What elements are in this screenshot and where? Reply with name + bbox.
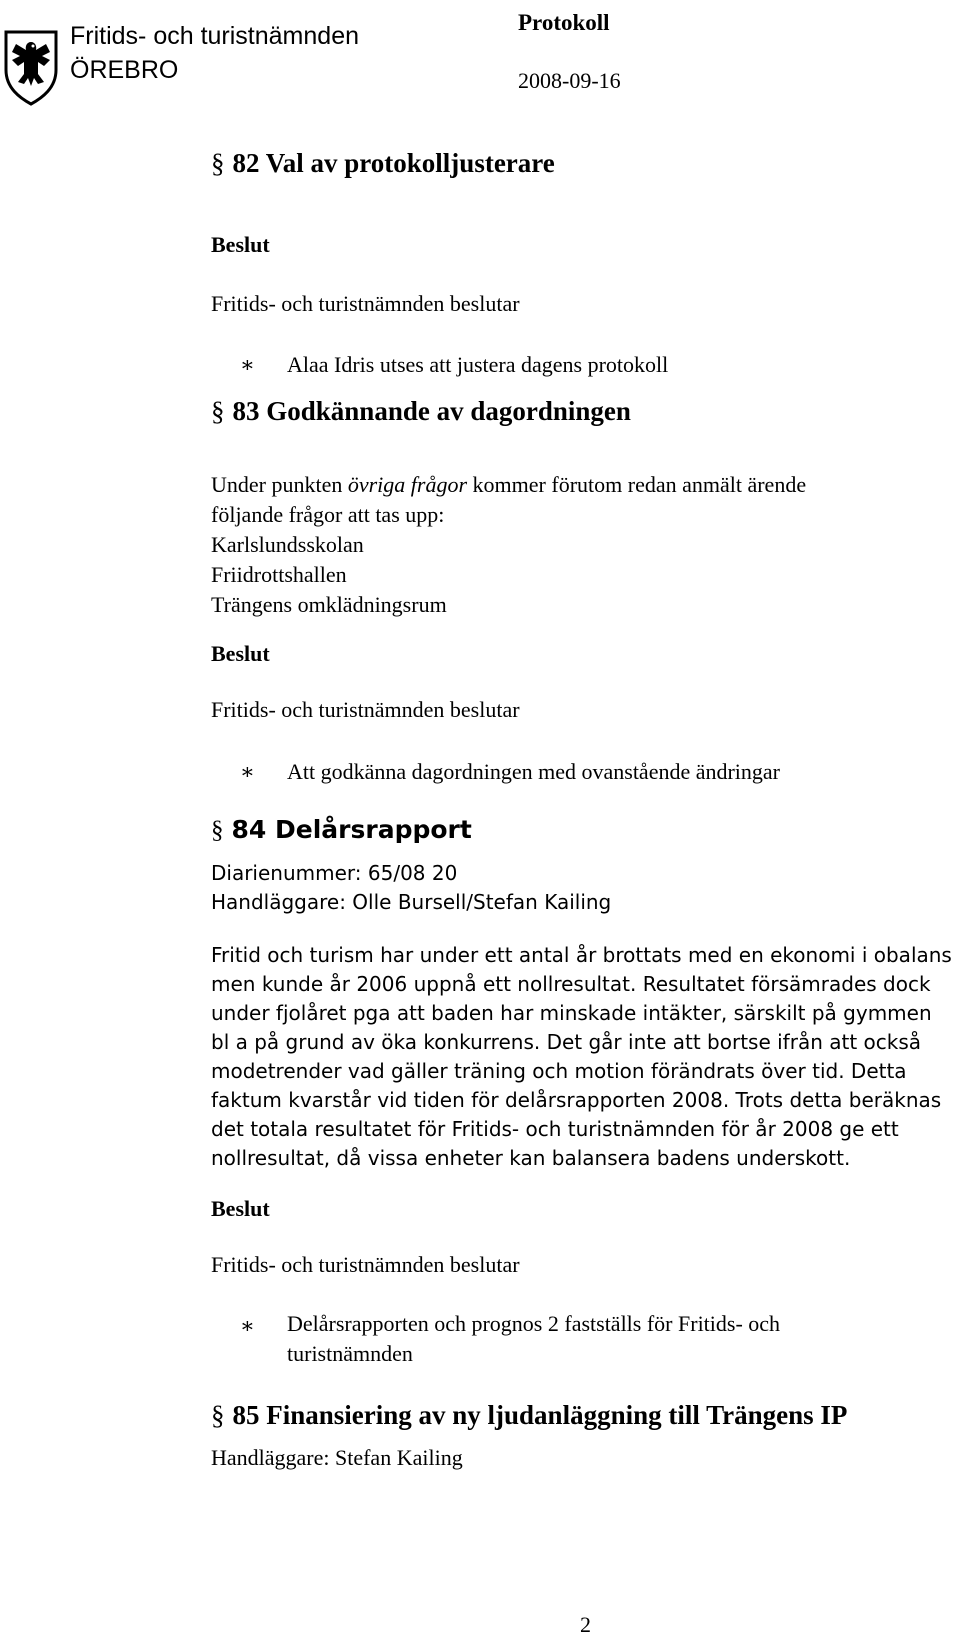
decision-label: Beslut (211, 1196, 270, 1221)
page-number: 2 (580, 1612, 591, 1637)
case-officer: Handläggare: Olle Bursell/Stefan Kailing (211, 890, 612, 914)
asterisk-bullet-icon: ∗ (240, 759, 255, 784)
organization-city: ÖREBRO (70, 56, 179, 84)
section-sign: § (211, 148, 225, 178)
section-sign: § (211, 817, 224, 844)
agenda-item: Karlslundsskolan (211, 532, 364, 557)
section-number: 84 (231, 815, 267, 844)
asterisk-bullet-icon: ∗ (240, 1313, 255, 1338)
decision-statement: Fritids- och turistnämnden beslutar (211, 291, 520, 316)
organization-name: Fritids- och turistnämnden (70, 22, 360, 50)
section-number: 83 (232, 396, 260, 426)
section-84-heading (211, 815, 946, 845)
section-title: Finansiering av ny ljudanläggning till Trängens IP (266, 1400, 848, 1430)
diary-number: Diarienummer: 65/08 20 (211, 861, 458, 885)
section-83-heading (211, 396, 946, 427)
document-type: Protokoll (518, 10, 610, 35)
section-number: 85 (232, 1400, 260, 1430)
asterisk-bullet-icon: ∗ (240, 352, 255, 377)
section-82-heading (211, 148, 946, 179)
decision-statement: Fritids- och turistnämnden beslutar (211, 1252, 520, 1277)
intro-text: Under punkten (211, 472, 348, 497)
case-officer: Handläggare: Stefan Kailing (211, 1445, 463, 1470)
agenda-item: Friidrottshallen (211, 562, 347, 587)
agenda-item: Trängens omklädningsrum (211, 592, 447, 617)
intro-line: följande frågor att tas upp: (211, 502, 445, 527)
section-title: Delårsrapport (275, 815, 472, 844)
section-sign: § (211, 1400, 225, 1430)
agenda-intro (211, 470, 946, 620)
decision-item: Att godkänna dagordningen med ovanstående ändringar (287, 759, 781, 784)
decision-item: Alaa Idris utses att justera dagens protokoll (287, 352, 669, 377)
decision-item: Delårsrapporten och prognos 2 fastställs för Fritids- och turistnämnden (287, 1311, 781, 1366)
intro-emphasis: övriga frågor (347, 472, 468, 497)
document-date: 2008-09-16 (518, 68, 621, 93)
decision-statement: Fritids- och turistnämnden beslutar (211, 697, 520, 722)
section-85-heading (211, 1400, 946, 1431)
section-number: 82 (232, 148, 260, 178)
decision-label: Beslut (211, 232, 270, 257)
intro-text: kommer förutom redan anmält ärende (467, 472, 807, 497)
decision-label: Beslut (211, 641, 270, 666)
section-title: Val av protokolljusterare (265, 148, 555, 178)
section-title: Godkännande av dagordningen (266, 396, 631, 426)
orebro-coat-of-arms-eagle-icon (2, 28, 60, 106)
report-body: Fritid och turism har under ett antal år brottats med en ekonomi i obalans men kunde år 2006 uppnå ett nollresultat. Resultatet försämrades dock under fjolåret pga att baden har minskade intäkter, särskilt på gymmen bl a på grund av öka konkurrens. Det går inte att bortse ifrån att också modetrender vad gäller träning och motion förändrats över tid. Detta faktum kvarstår vid tiden för delårsrapporten 2008. Trots detta beräknas det totala resultatet för Fritids- och turistnämnden för år 2008 ge ett nollresultat, då vissa enheter kan balansera badens underskott. (211, 943, 952, 1170)
section-sign: § (211, 396, 225, 426)
